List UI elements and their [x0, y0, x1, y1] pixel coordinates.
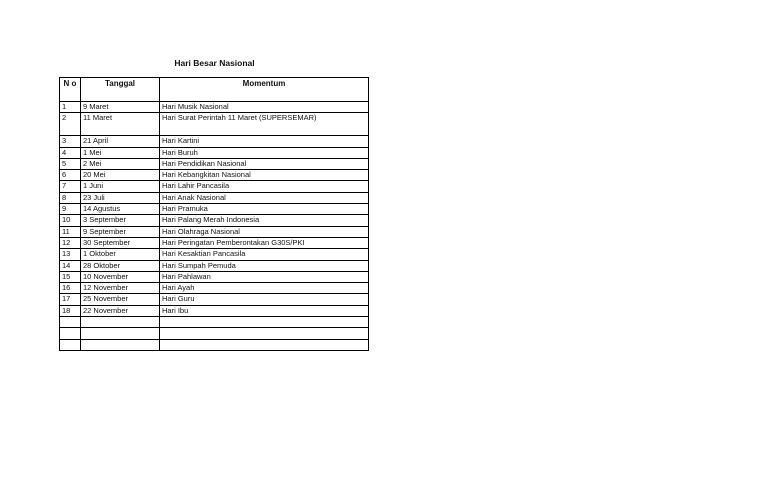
row-event: Hari Palang Merah Indonesia: [160, 215, 369, 226]
row-date: 1 Mei: [81, 147, 160, 158]
row-no: 14: [60, 260, 81, 271]
row-event: Hari Kesaktian Pancasila: [160, 249, 369, 260]
row-event: Hari Buruh: [160, 147, 369, 158]
row-no: 13: [60, 249, 81, 260]
empty-cell: [60, 339, 81, 350]
row-date: 1 Oktober: [81, 249, 160, 260]
row-date: 23 Juli: [81, 192, 160, 203]
empty-cell: [160, 328, 369, 339]
row-no: 7: [60, 181, 81, 192]
table-row: [60, 226, 369, 237]
row-event: Hari Surat Perintah 11 Maret (SUPERSEMAR): [160, 113, 369, 136]
row-date: 11 Maret: [81, 113, 160, 136]
row-event: Hari Pahlawan: [160, 271, 369, 282]
table-row: [60, 237, 369, 248]
row-date: 28 Oktober: [81, 260, 160, 271]
table-row: [60, 147, 369, 158]
row-date: 10 November: [81, 271, 160, 282]
row-date: 12 November: [81, 283, 160, 294]
row-date: 21 April: [81, 136, 160, 147]
row-event: Hari Kebangkitan Nasional: [160, 170, 369, 181]
row-date: 25 November: [81, 294, 160, 305]
table-row: [60, 249, 369, 260]
row-date: 20 Mei: [81, 170, 160, 181]
empty-cell: [81, 339, 160, 350]
row-date: 1 Juni: [81, 181, 160, 192]
empty-cell: [81, 317, 160, 328]
row-date: 30 September: [81, 237, 160, 248]
row-no: 4: [60, 147, 81, 158]
table-row: [60, 136, 369, 147]
row-no: 1: [60, 102, 81, 113]
table-row: [60, 294, 369, 305]
row-no: 11: [60, 226, 81, 237]
header-event: Momentum: [160, 78, 369, 102]
row-event: Hari Olahraga Nasional: [160, 226, 369, 237]
row-event: Hari Lahir Pancasila: [160, 181, 369, 192]
header-no: N o: [60, 78, 81, 102]
table-row: [60, 113, 369, 136]
row-no: 10: [60, 215, 81, 226]
row-event: Hari Kartini: [160, 136, 369, 147]
document-title: Hari Besar Nasional: [174, 58, 255, 68]
table-row: [60, 204, 369, 215]
table-row: [60, 181, 369, 192]
table-row: [60, 283, 369, 294]
empty-cell: [81, 328, 160, 339]
row-event: Hari Pendidikan Nasional: [160, 158, 369, 169]
empty-cell: [60, 328, 81, 339]
row-no: 3: [60, 136, 81, 147]
table-row: [60, 102, 369, 113]
row-no: 6: [60, 170, 81, 181]
row-date: 9 September: [81, 226, 160, 237]
table-row: [60, 170, 369, 181]
row-no: 15: [60, 271, 81, 282]
holiday-table: [59, 77, 369, 351]
table-row: [60, 215, 369, 226]
row-date: 22 November: [81, 305, 160, 316]
empty-cell: [160, 339, 369, 350]
row-no: 17: [60, 294, 81, 305]
row-date: 2 Mei: [81, 158, 160, 169]
empty-row: [60, 339, 369, 350]
row-no: 16: [60, 283, 81, 294]
header-date: Tanggal: [81, 78, 160, 102]
empty-cell: [160, 317, 369, 328]
row-no: 2: [60, 113, 81, 136]
row-event: Hari Guru: [160, 294, 369, 305]
row-event: Hari Pramuka: [160, 204, 369, 215]
row-no: 12: [60, 237, 81, 248]
row-no: 9: [60, 204, 81, 215]
row-event: Hari Ayah: [160, 283, 369, 294]
table-row: [60, 158, 369, 169]
table-header-row: [60, 78, 369, 102]
row-event: Hari Anak Nasional: [160, 192, 369, 203]
row-date: 3 September: [81, 215, 160, 226]
table-row: [60, 192, 369, 203]
table-row: [60, 260, 369, 271]
row-event: Hari Peringatan Pemberontakan G30S/PKI: [160, 237, 369, 248]
row-no: 5: [60, 158, 81, 169]
row-no: 8: [60, 192, 81, 203]
empty-row: [60, 328, 369, 339]
row-event: Hari Ibu: [160, 305, 369, 316]
row-date: 14 Agustus: [81, 204, 160, 215]
row-event: Hari Sumpah Pemuda: [160, 260, 369, 271]
empty-row: [60, 317, 369, 328]
row-no: 18: [60, 305, 81, 316]
table-row: [60, 305, 369, 316]
empty-cell: [60, 317, 81, 328]
row-event: Hari Musik Nasional: [160, 102, 369, 113]
table-row: [60, 271, 369, 282]
row-date: 9 Maret: [81, 102, 160, 113]
